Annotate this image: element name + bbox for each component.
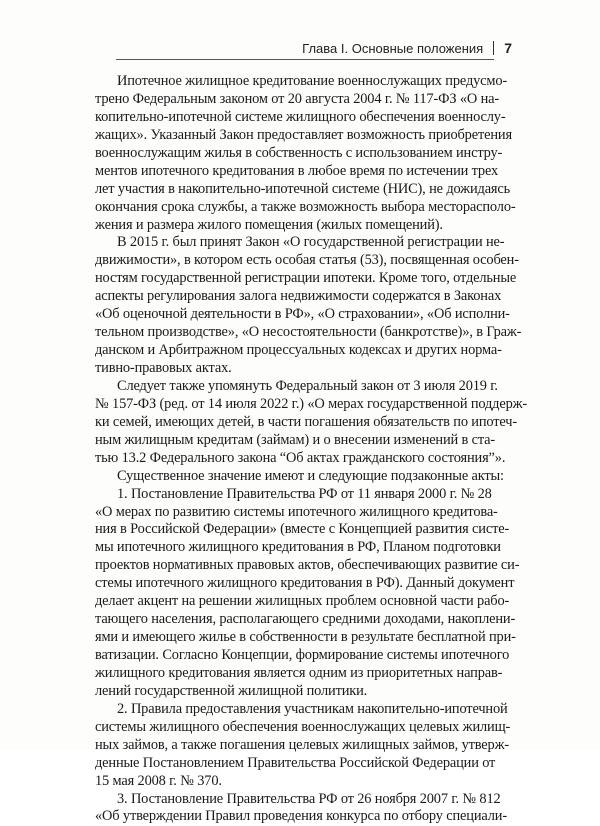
text-line: аспекты регулирования залога недвижимости содержатся в Законах (95, 288, 502, 305)
text-line: данском и Арбитражном процессуальных кодексах и других норма- (95, 342, 502, 359)
text-line: копительно-ипотечной системе жилищного обеспечения военнослу- (95, 108, 506, 125)
text-line: системы жилищного обеспечения военнослужащих целевых жилищ- (95, 718, 511, 735)
text-line: жения и размера жилого помещения (жилых помещений). (95, 216, 443, 233)
text-line: «О мерах по развитию системы ипотечного жилищного кредитова- (95, 503, 498, 520)
text-line: делает акцент на решении жилищных проблем основной части рабо- (95, 593, 510, 610)
text-line: 1. Постановление Правительства РФ от 11 января 2000 г. № 28 (117, 485, 492, 502)
page-number: 7 (504, 40, 512, 56)
text-line: ностям государственной регистрации ипотеки. Кроме того, отдельные (95, 270, 517, 287)
text-line: 3. Постановление Правительства РФ от 26 ноября 2007 г. № 812 (117, 790, 501, 807)
text-line: военнослужащим жилья в собственность с использованием инстру- (95, 144, 503, 161)
text-line: денные Постановлением Правительства Российской Федерации от (95, 754, 496, 771)
text-line: жащих». Указанный Закон предоставляет возможность приобретения (95, 126, 512, 143)
chapter-title: Глава I. Основные положения (302, 40, 484, 56)
text-line: «Об оценочной деятельности в РФ», «О страховании», «Об исполни- (95, 306, 510, 323)
text-line: тью 13.2 Федерального закона “Об актах гражданского состояния”». (95, 449, 506, 466)
text-line: ватизации. Согласно Концепции, формирование системы ипотечного (95, 647, 510, 663)
text-line: трено Федеральным законом от 20 августа 2004 г. № 117-ФЗ «О на- (95, 90, 500, 107)
text-line: ным жилищным кредитам (займам) и о внесении изменений в ста- (95, 431, 496, 448)
text-line: лет участия в накопительно-ипотечной системе (НИС), не дожидаясь (95, 180, 511, 197)
text-line: движимости», в котором есть особая статья (53), посвященная особен- (95, 252, 519, 269)
text-line: Следует также упомянуть Федеральный закон от 3 июля 2019 г. (117, 377, 498, 394)
header-rule (116, 59, 494, 60)
text-line: Существенное значение имеют и следующие подзаконные акты: (117, 467, 504, 484)
text-line: 2. Правила предоставления участникам накопительно-ипотечной (117, 700, 508, 717)
header-separator (493, 41, 494, 55)
text-line: «Об утверждении Правил проведения конкурса по отбору специали- (95, 808, 507, 825)
text-line: жилищного кредитования является одним из приоритетных направ- (95, 664, 503, 681)
text-line: лений государственной жилищной политики. (95, 682, 368, 699)
text-line: ментов ипотечного кредитования в любое время по истечении трех (95, 162, 499, 179)
text-line: № 157-ФЗ (ред. от 14 июля 2022 г.) «О мерах государственной поддерж- (95, 395, 528, 412)
running-head (302, 40, 512, 56)
text-line: В 2015 г. был принят Закон «О государственной регистрации не- (117, 234, 505, 251)
text-line: 15 мая 2008 г. № 370. (95, 772, 222, 789)
text-line: ния в Российской Федерации» (вместе с Концепцией развития систе- (95, 521, 510, 538)
text-line: ных займов, а также погашения целевых жилищных займов, утверж- (95, 736, 510, 753)
text-line: ки семей, имеющих детей, в части погашения обязательств по ипотеч- (95, 413, 518, 430)
text-line: мы ипотечного жилищного кредитования в РФ, Планом подготовки (95, 539, 501, 556)
text-line: тающего населения, располагающего средними доходами, накоплени- (95, 611, 516, 628)
text-line: ями и имеющего жилье в собственности в результате бесплатной при- (95, 629, 516, 646)
text-line: тельном производстве», «О несостоятельности (банкротстве)», в Граж- (95, 324, 522, 341)
body-text (95, 73, 528, 826)
text-line: стемы ипотечного жилищного кредитования в РФ). Данный документ (95, 575, 515, 592)
text-line: проектов нормативных правовых актов, обеспечивающих развитие си- (95, 557, 520, 574)
text-line: Ипотечное жилищное кредитование военнослужащих предусмо- (117, 73, 508, 89)
text-line: тивно-правовых актах. (95, 360, 232, 376)
text-line: окончания срока службы, а также возможность выбора месторасполо- (95, 198, 516, 215)
